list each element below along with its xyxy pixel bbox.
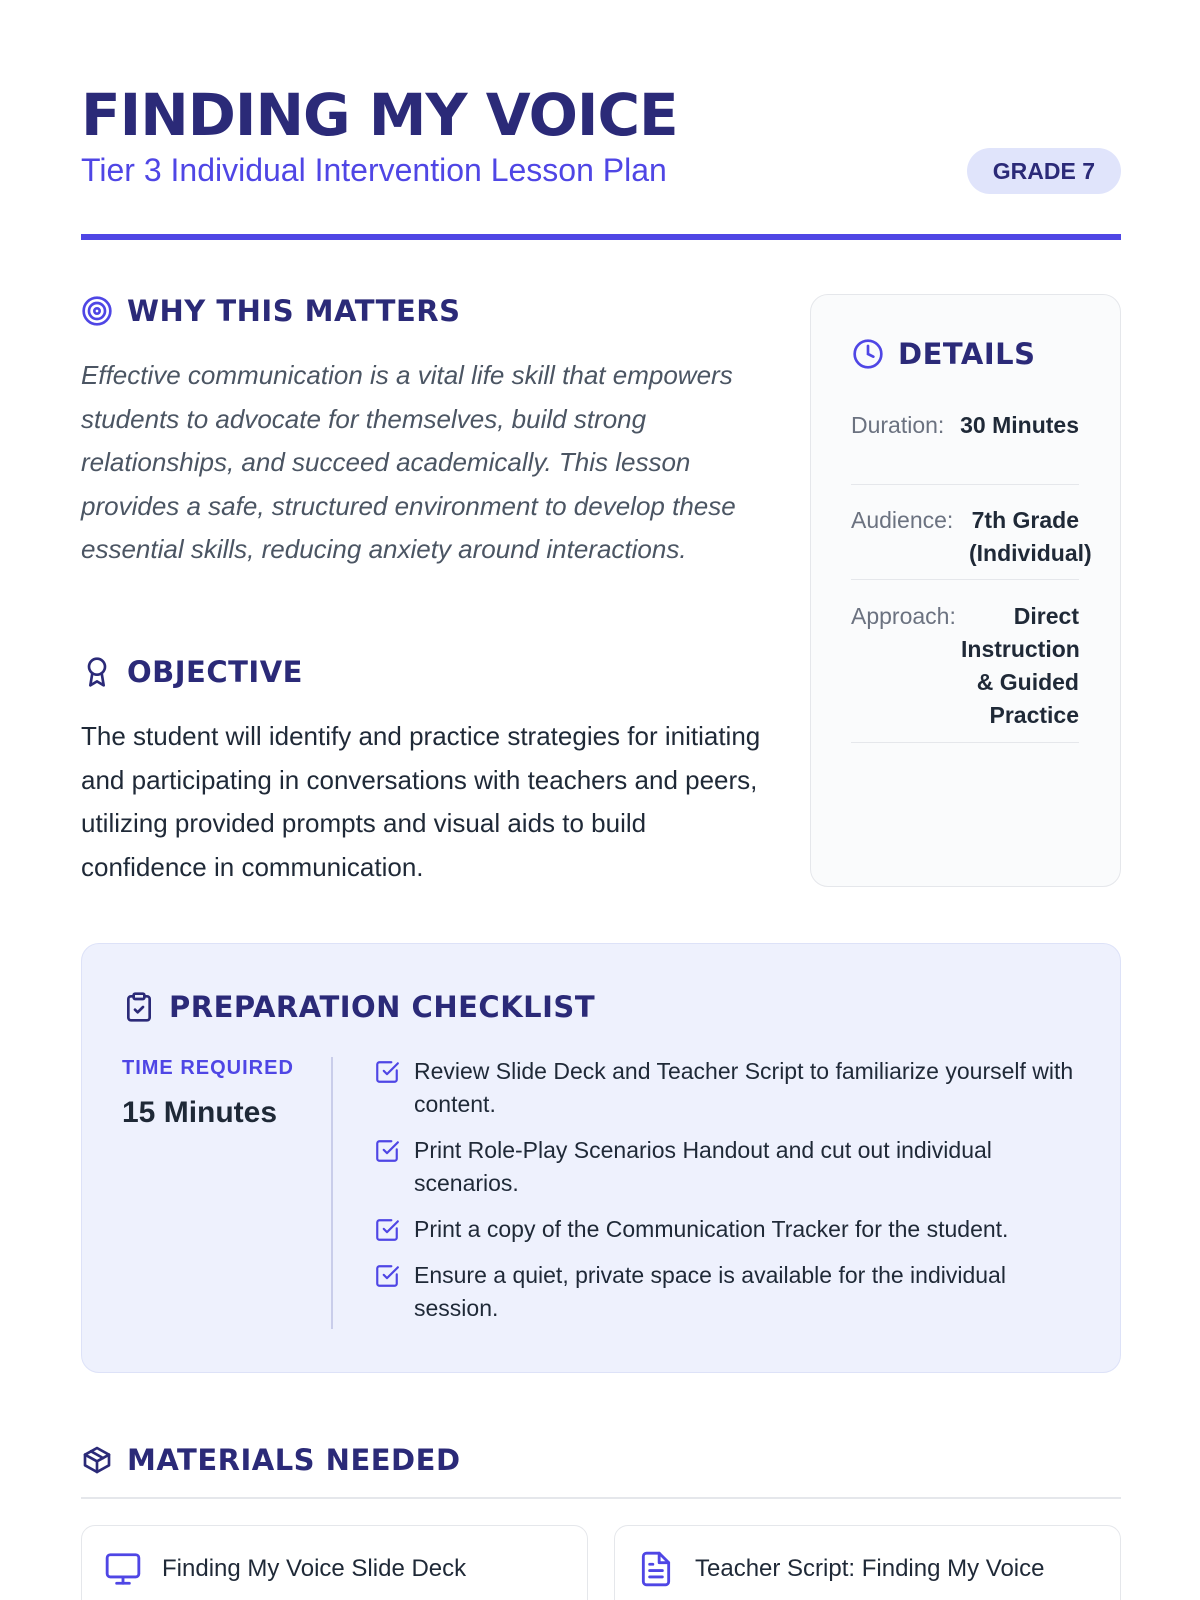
- material-label: Finding My Voice Slide Deck: [162, 1555, 467, 1582]
- document-icon: [637, 1550, 675, 1588]
- checkbox-checked-icon[interactable]: [374, 1059, 400, 1085]
- detail-row-audience: [851, 504, 1092, 580]
- material-card-teacher-script[interactable]: [614, 1525, 1121, 1600]
- checklist-item-text: Review Slide Deck and Teacher Script to familiarize yourself with content.: [414, 1058, 1074, 1117]
- checkbox-checked-icon[interactable]: [374, 1263, 400, 1289]
- objective-heading-text: OBJECTIVE: [127, 655, 303, 689]
- checklist-item[interactable]: [374, 1259, 1084, 1325]
- clock-icon: [852, 338, 884, 370]
- duration-label: Duration:: [851, 412, 945, 438]
- package-icon: [81, 1444, 113, 1476]
- material-card-slide-deck[interactable]: [81, 1525, 588, 1600]
- approach-label: Approach:: [851, 603, 956, 629]
- checklist-item[interactable]: [374, 1055, 1084, 1121]
- approach-value: Direct Instruction & Guided Practice: [961, 603, 1080, 728]
- duration-value: 30 Minutes: [960, 412, 1079, 438]
- checkbox-checked-icon[interactable]: [374, 1138, 400, 1164]
- clipboard-check-icon: [123, 991, 155, 1023]
- why-heading-text: WHY THIS MATTERS: [127, 294, 461, 328]
- materials-divider: [81, 1497, 1121, 1499]
- details-card: [810, 294, 1121, 887]
- lesson-plan-page: [81, 0, 1121, 1600]
- time-required-value: 15 Minutes: [122, 1096, 278, 1129]
- checklist-item-text: Print Role-Play Scenarios Handout and cut out individual scenarios.: [414, 1137, 992, 1196]
- objective-section-heading: [81, 655, 303, 689]
- detail-row-duration: [851, 409, 1079, 485]
- detail-row-approach: [851, 600, 1079, 743]
- checkbox-checked-icon[interactable]: [374, 1217, 400, 1243]
- checklist-item[interactable]: [374, 1213, 1084, 1246]
- objective-text: The student will identify and practice strategies for initiating and participating in conversations with teachers and peers, utilizing provided prompts and visual aids to build confidence in communication.: [81, 721, 761, 882]
- header-divider: [81, 234, 1121, 240]
- checklist-item-text: Ensure a quiet, private space is available for the individual session.: [414, 1262, 1006, 1321]
- preparation-heading: [123, 990, 595, 1024]
- details-heading-text: DETAILS: [898, 337, 1036, 371]
- page-title: FINDING MY VOICE: [81, 81, 678, 149]
- materials-heading-text: MATERIALS NEEDED: [127, 1443, 461, 1477]
- preparation-heading-text: PREPARATION CHECKLIST: [169, 990, 596, 1024]
- why-text: Effective communication is a vital life skill that empowers students to advocate for themselves, build strong relationships, and succeed academically. This lesson provides a safe, structured environment to develop these essential skills, reducing anxiety around interactions.: [81, 360, 736, 564]
- materials-heading: [81, 1443, 461, 1477]
- checklist-item-text: Print a copy of the Communication Tracker for the student.: [414, 1216, 1009, 1242]
- target-icon: [81, 295, 113, 327]
- grade-badge: GRADE 7: [967, 148, 1121, 194]
- monitor-icon: [104, 1550, 142, 1588]
- checklist: [374, 1055, 1084, 1338]
- page-subtitle: Tier 3 Individual Intervention Lesson Plan: [81, 152, 667, 188]
- material-label: Teacher Script: Finding My Voice: [695, 1555, 1045, 1582]
- time-required-label: TIME REQUIRED: [122, 1057, 294, 1079]
- audience-value: 7th Grade (Individual): [969, 507, 1092, 566]
- preparation-divider: [331, 1057, 333, 1329]
- checklist-item[interactable]: [374, 1134, 1084, 1200]
- why-section-heading: [81, 294, 461, 328]
- award-icon: [81, 656, 113, 688]
- audience-label: Audience:: [851, 507, 954, 533]
- details-heading: [852, 337, 1036, 371]
